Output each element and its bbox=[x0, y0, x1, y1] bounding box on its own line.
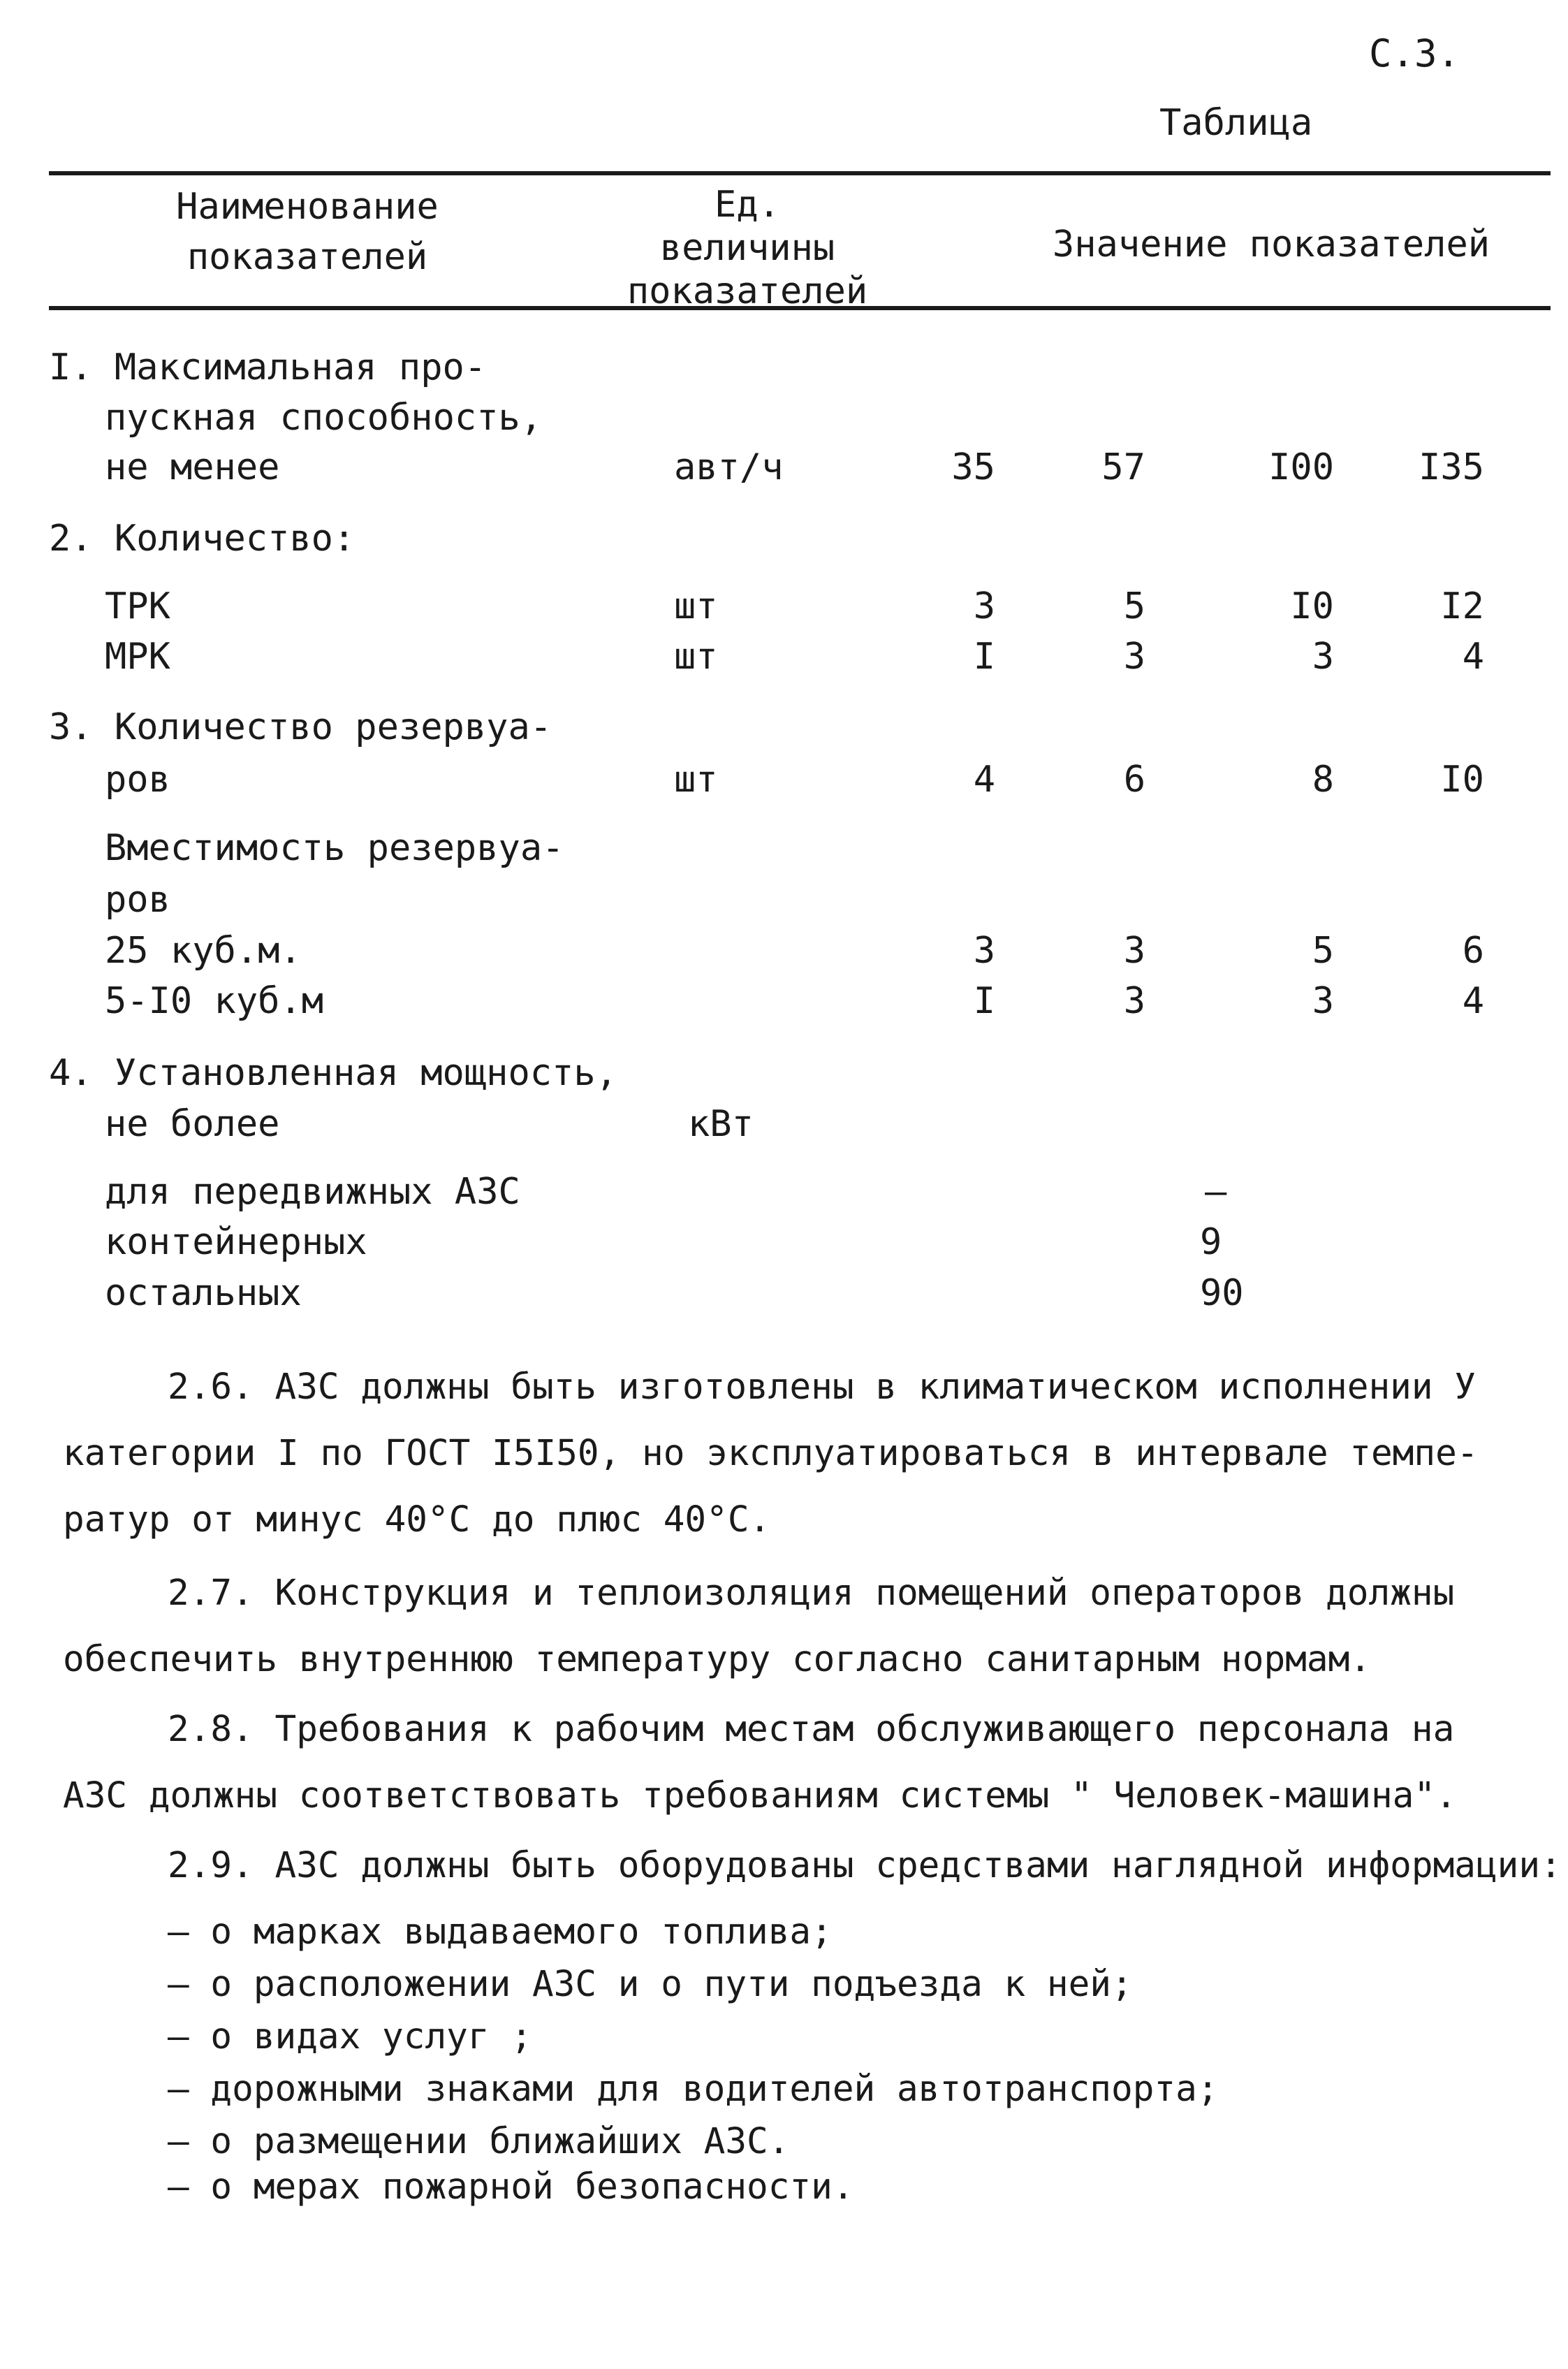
page-number: С.3. bbox=[1369, 31, 1460, 75]
table-caption: Таблица bbox=[1159, 102, 1313, 144]
row-3c-value-3: 3 bbox=[1312, 980, 1334, 1022]
list-item: – о видах услуг ; bbox=[168, 2016, 532, 2057]
row-3b-label: 25 куб.м. bbox=[105, 930, 302, 972]
paragraph-2-8-line-2: АЗС должны соответствовать требованиям системы " Человек-машина". bbox=[63, 1775, 1457, 1816]
table-top-rule bbox=[49, 171, 1551, 175]
row-4-unit: кВт bbox=[688, 1103, 754, 1145]
row-3-label-line-2: ров bbox=[105, 759, 170, 801]
row-3b-value-3: 5 bbox=[1312, 930, 1334, 972]
row-2b-value-3: 3 bbox=[1312, 636, 1334, 678]
paragraph-2-6-line-2: категории I по ГОСТ I5I50, но эксплуатироваться в интервале темпе- bbox=[63, 1433, 1479, 1474]
row-2a-value-4: I2 bbox=[1440, 585, 1484, 627]
row-3c-value-1: I bbox=[973, 980, 995, 1022]
row-1-value-2: 57 bbox=[1101, 446, 1145, 488]
row-3b-value-1: 3 bbox=[973, 930, 995, 972]
row-1-unit: авт/ч bbox=[674, 446, 784, 488]
row-2-label: 2. Количество: bbox=[49, 518, 356, 560]
row-3-value-1: 4 bbox=[973, 759, 995, 801]
row-2b-label: МРК bbox=[105, 636, 170, 678]
header-unit: Ед. величины показателей bbox=[627, 184, 868, 312]
row-3a-label-line-1: Вместимость резервуа- bbox=[105, 827, 564, 869]
row-2b-value-1: I bbox=[973, 636, 995, 678]
row-3b-value-2: 3 bbox=[1123, 930, 1145, 972]
row-3c-label: 5-I0 куб.м bbox=[105, 980, 324, 1022]
row-4-label-line-1: 4. Установленная мощность, bbox=[49, 1052, 617, 1094]
row-2b-value-2: 3 bbox=[1123, 636, 1145, 678]
list-item: – о марках выдаваемого топлива; bbox=[168, 1911, 833, 1953]
header-values: Значение показателей bbox=[1052, 224, 1490, 265]
row-4b-value: 9 bbox=[1200, 1221, 1222, 1263]
header-bottom-rule bbox=[49, 306, 1551, 310]
row-3c-value-4: 4 bbox=[1462, 980, 1484, 1022]
row-2b-unit: шт bbox=[674, 636, 718, 678]
paragraph-2-8-line-1: 2.8. Требования к рабочим местам обслуживающего персонала на bbox=[168, 1709, 1455, 1750]
paragraph-2-6-line-3: ратур от минус 40°С до плюс 40°С. bbox=[63, 1499, 771, 1540]
row-3-value-4: I0 bbox=[1440, 759, 1484, 801]
row-2a-label: ТРК bbox=[105, 585, 170, 627]
row-2a-value-2: 5 bbox=[1123, 585, 1145, 627]
row-3-label-line-1: 3. Количество резервуа- bbox=[49, 706, 552, 748]
row-2b-value-4: 4 bbox=[1462, 636, 1484, 678]
row-4c-value: 90 bbox=[1200, 1272, 1244, 1314]
row-1-label-line-1: I. Максимальная про- bbox=[49, 347, 487, 388]
list-item: – дорожными знаками для водителей автотранспорта; bbox=[168, 2069, 1219, 2110]
row-3-unit: шт bbox=[674, 759, 718, 801]
paragraph-2-7-line-1: 2.7. Конструкция и теплоизоляция помещений операторов должны bbox=[168, 1573, 1455, 1614]
paragraph-2-7-line-2: обеспечить внутреннюю температуру согласно санитарным нормам. bbox=[63, 1639, 1371, 1680]
row-3c-value-2: 3 bbox=[1123, 980, 1145, 1022]
row-1-label-line-3: не менее bbox=[105, 446, 280, 488]
row-4b-label: контейнерных bbox=[105, 1221, 367, 1263]
row-1-value-3: I00 bbox=[1268, 446, 1334, 488]
row-2a-unit: шт bbox=[674, 585, 718, 627]
paragraph-2-9: 2.9. АЗС должны быть оборудованы средствами наглядной информации: bbox=[168, 1845, 1562, 1886]
row-4a-label: для передвижных АЗС bbox=[105, 1171, 520, 1213]
row-3b-value-4: 6 bbox=[1462, 930, 1484, 972]
row-2a-value-1: 3 bbox=[973, 585, 995, 627]
list-item: – о размещении ближайших АЗС. bbox=[168, 2121, 790, 2162]
row-2a-value-3: I0 bbox=[1290, 585, 1334, 627]
row-3-value-3: 8 bbox=[1312, 759, 1334, 801]
row-1-label-line-2: пускная способность, bbox=[105, 397, 543, 439]
header-indicator-name: Наименование показателей bbox=[176, 186, 439, 278]
row-1-value-1: 35 bbox=[951, 446, 995, 488]
paragraph-2-6-line-1: 2.6. АЗС должны быть изготовлены в климатическом исполнении У bbox=[168, 1366, 1476, 1408]
row-3a-label-line-2: ров bbox=[105, 879, 170, 921]
list-item: – о расположении АЗС и о пути подъезда к ней; bbox=[168, 1964, 1133, 2005]
row-4-label-line-2: не более bbox=[105, 1103, 280, 1145]
row-4c-label: остальных bbox=[105, 1272, 302, 1314]
row-3-value-2: 6 bbox=[1123, 759, 1145, 801]
row-4a-value: – bbox=[1205, 1171, 1227, 1213]
row-1-value-4: I35 bbox=[1419, 446, 1484, 488]
list-item: – о мерах пожарной безопасности. bbox=[168, 2166, 854, 2208]
